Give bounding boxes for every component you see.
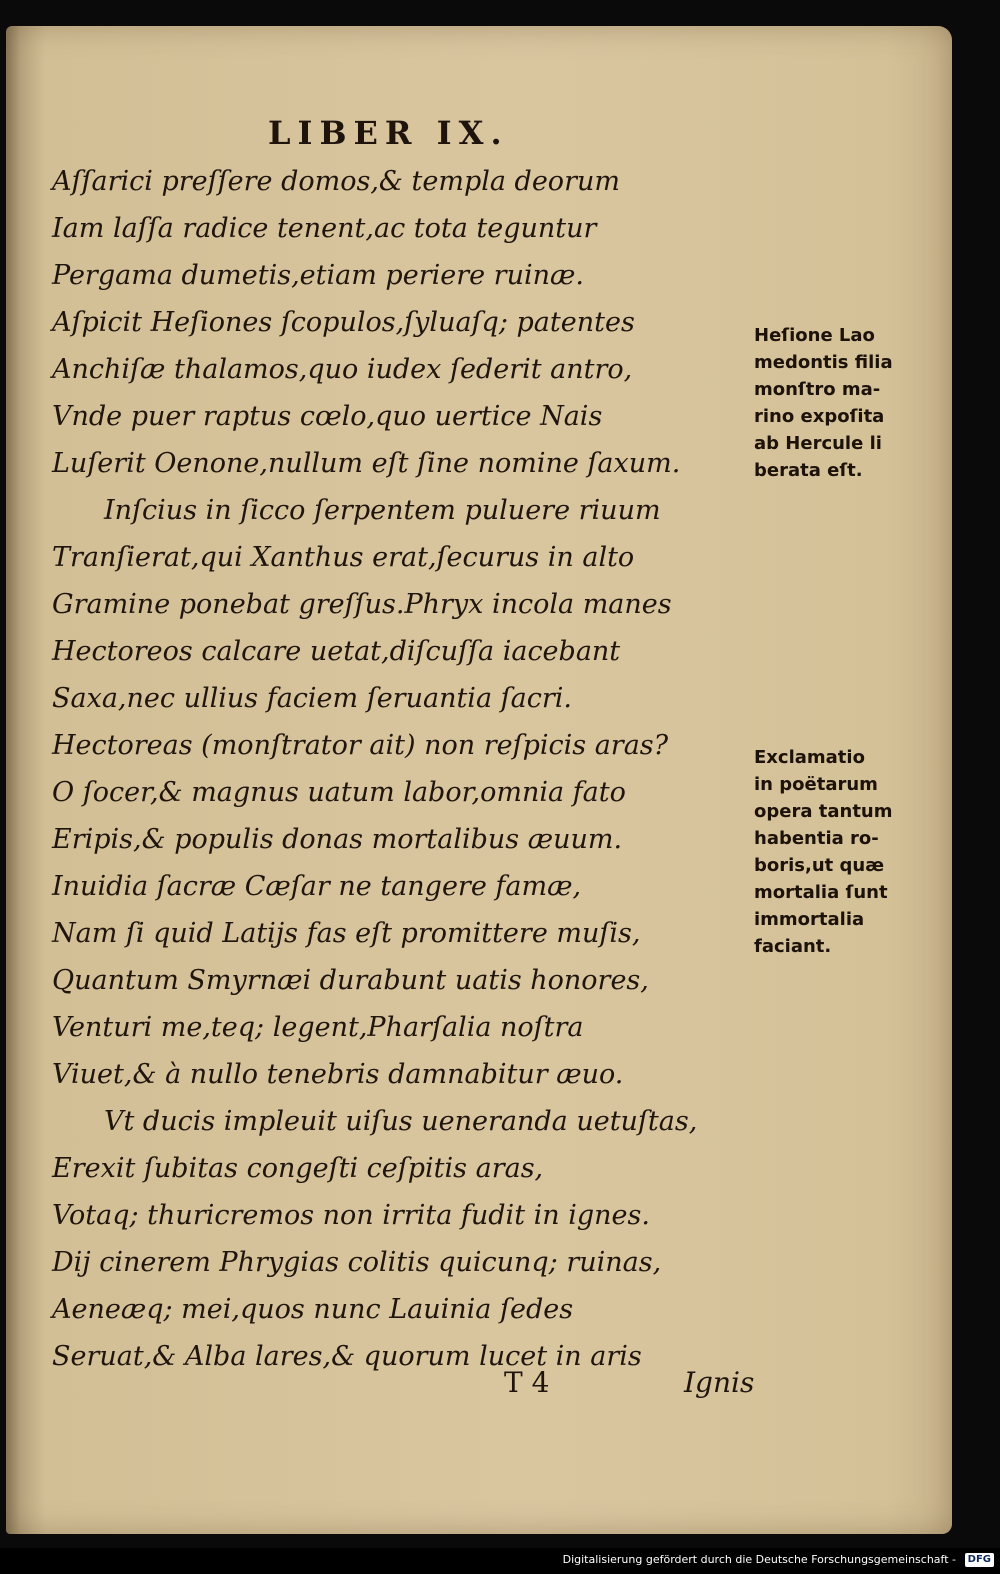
verse-line: Quantum Smyrnæi durabunt uatis honores, [52, 965, 649, 996]
verse-line: Viuet,& à nullo tenebris damnabitur æuo. [52, 1059, 624, 1090]
marginal-note-line: faciant. [754, 936, 832, 957]
verse-line: Erexit ſubitas congeſti ceſpitis aras, [52, 1153, 544, 1184]
dfg-logo: DFG [965, 1553, 994, 1567]
verse-line: Saxa,nec ullius faciem ſeruantia ſacri. [52, 683, 572, 714]
verse-list [52, 158, 697, 1380]
verse-line: Votaq; thuricremos non irrita fudit in ignes. [52, 1200, 650, 1231]
marginal-note-line: berata eſt. [754, 460, 863, 481]
verse-line: Aeneæq; mei,quos nunc Lauinia ſedes [52, 1294, 574, 1325]
verse-line: Hectoreas (monſtrator ait) non reſpicis aras? [52, 730, 669, 761]
verse-line: Nam ſi quid Latijs fas eſt promittere muſis, [52, 918, 641, 949]
marginal-note-line: Heſione Lao [754, 325, 875, 346]
verse-line: Eripis,& populis donas mortalibus æuum. [52, 824, 623, 855]
running-head: LIBER IX. [268, 114, 509, 152]
verse-line: Aſpicit Heſiones ſcopulos,ſyluaſq; patentes [52, 307, 635, 338]
marginal-note-line: in poëtarum [754, 774, 878, 795]
marginal-note-hesione [754, 322, 893, 484]
verse-line: Luſerit Oenone,nullum eſt ſine nomine ſaxum. [52, 448, 681, 479]
marginal-note-line: boris,ut quæ [754, 855, 885, 876]
verse-line: O ſocer,& magnus uatum labor,omnia fato [52, 777, 626, 808]
verse-line: Venturi me,teq; legent,Pharſalia noſtra [52, 1012, 584, 1043]
verse-line: Vt ducis impleuit uiſus ueneranda uetuſtas, [104, 1106, 698, 1137]
verse-line: Hectoreos calcare uetat,diſcuſſa iacebant [52, 636, 621, 667]
verse-line: Iam laſſa radice tenent,ac tota teguntur [52, 213, 597, 244]
digitization-footer [0, 1548, 1000, 1574]
marginal-note-line: medontis filia [754, 352, 893, 373]
verse-line: Gramine ponebat greſſus.Phryx incola manes [52, 589, 672, 620]
verse-line: Inuidia ſacræ Cæſar ne tangere famæ, [52, 871, 582, 902]
marginal-note-line: monſtro ma- [754, 379, 881, 400]
marginal-note-line: Exclamatio [754, 747, 865, 768]
book-page [6, 26, 952, 1534]
verse-line: Dij cinerem Phrygias colitis quicunq; ruinas, [52, 1247, 662, 1278]
marginal-note-line: habentia ro- [754, 828, 879, 849]
catchword: Ignis [684, 1366, 755, 1399]
verse-line: Vnde puer raptus cœlo,quo uertice Nais [52, 401, 603, 432]
marginal-note-line: opera tantum [754, 801, 893, 822]
marginal-note-line: immortalia [754, 909, 865, 930]
marginal-note-line: ab Hercule li [754, 433, 882, 454]
footer-credit: Digitalisierung gefördert durch die Deutsche Forschungsgemeinschaft - [562, 1553, 956, 1566]
verse-line: Aſſarici preſſere domos,& templa deorum [52, 166, 620, 197]
marginal-note-exclamatio [754, 744, 893, 960]
verse-line: Tranſierat,qui Xanthus erat,ſecurus in alto [52, 542, 635, 573]
marginal-note-line: mortalia ſunt [754, 882, 888, 903]
verse-line: Pergama dumetis,etiam periere ruinæ. [52, 260, 584, 291]
verse-line: Seruat,& Alba lares,& quorum lucet in aris [52, 1341, 642, 1372]
verse-line: Inſcius in ſicco ſerpentem puluere riuum [104, 495, 661, 526]
signature-mark: T 4 [504, 1366, 550, 1399]
verse-line: Anchiſæ thalamos,quo iudex ſederit antro, [52, 354, 633, 385]
marginal-note-line: rino expoſita [754, 406, 885, 427]
